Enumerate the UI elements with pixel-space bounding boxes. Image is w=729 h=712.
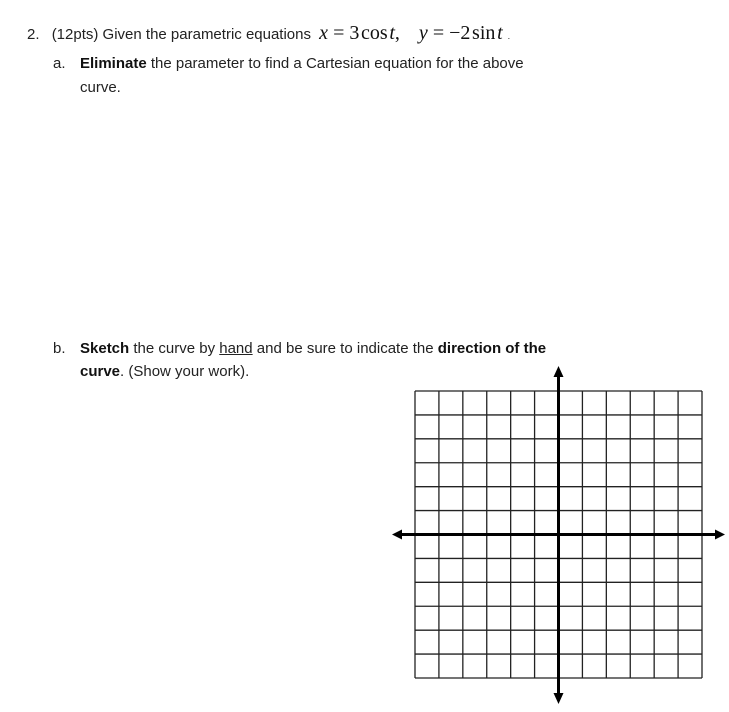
part-a-text: Eliminate the parameter to find a Cartesian equation for the above xyxy=(80,55,524,72)
y-axis-up-arrow-icon xyxy=(554,366,564,377)
x-axis-right-arrow-icon xyxy=(715,530,725,540)
part-b-text-cont: curve. (Show your work). xyxy=(80,363,250,380)
y-axis-down-arrow-icon xyxy=(554,693,564,704)
question-number: 2. xyxy=(27,26,40,43)
equation-x: x = 3 cos t, xyxy=(319,22,400,44)
part-a-text-cont: curve. xyxy=(80,79,121,96)
equation-end: . xyxy=(507,31,511,41)
equation-y: y = −2 sin t xyxy=(418,22,503,44)
part-b-label: b. xyxy=(53,340,66,357)
part-a-label: a. xyxy=(53,55,66,72)
part-b-text: Sketch the curve by hand and be sure to indicate the direction of the xyxy=(80,340,547,357)
question-intro: Given the parametric equations xyxy=(102,26,311,43)
x-axis-left-arrow-icon xyxy=(392,530,402,540)
question-points: (12pts) xyxy=(51,26,99,43)
